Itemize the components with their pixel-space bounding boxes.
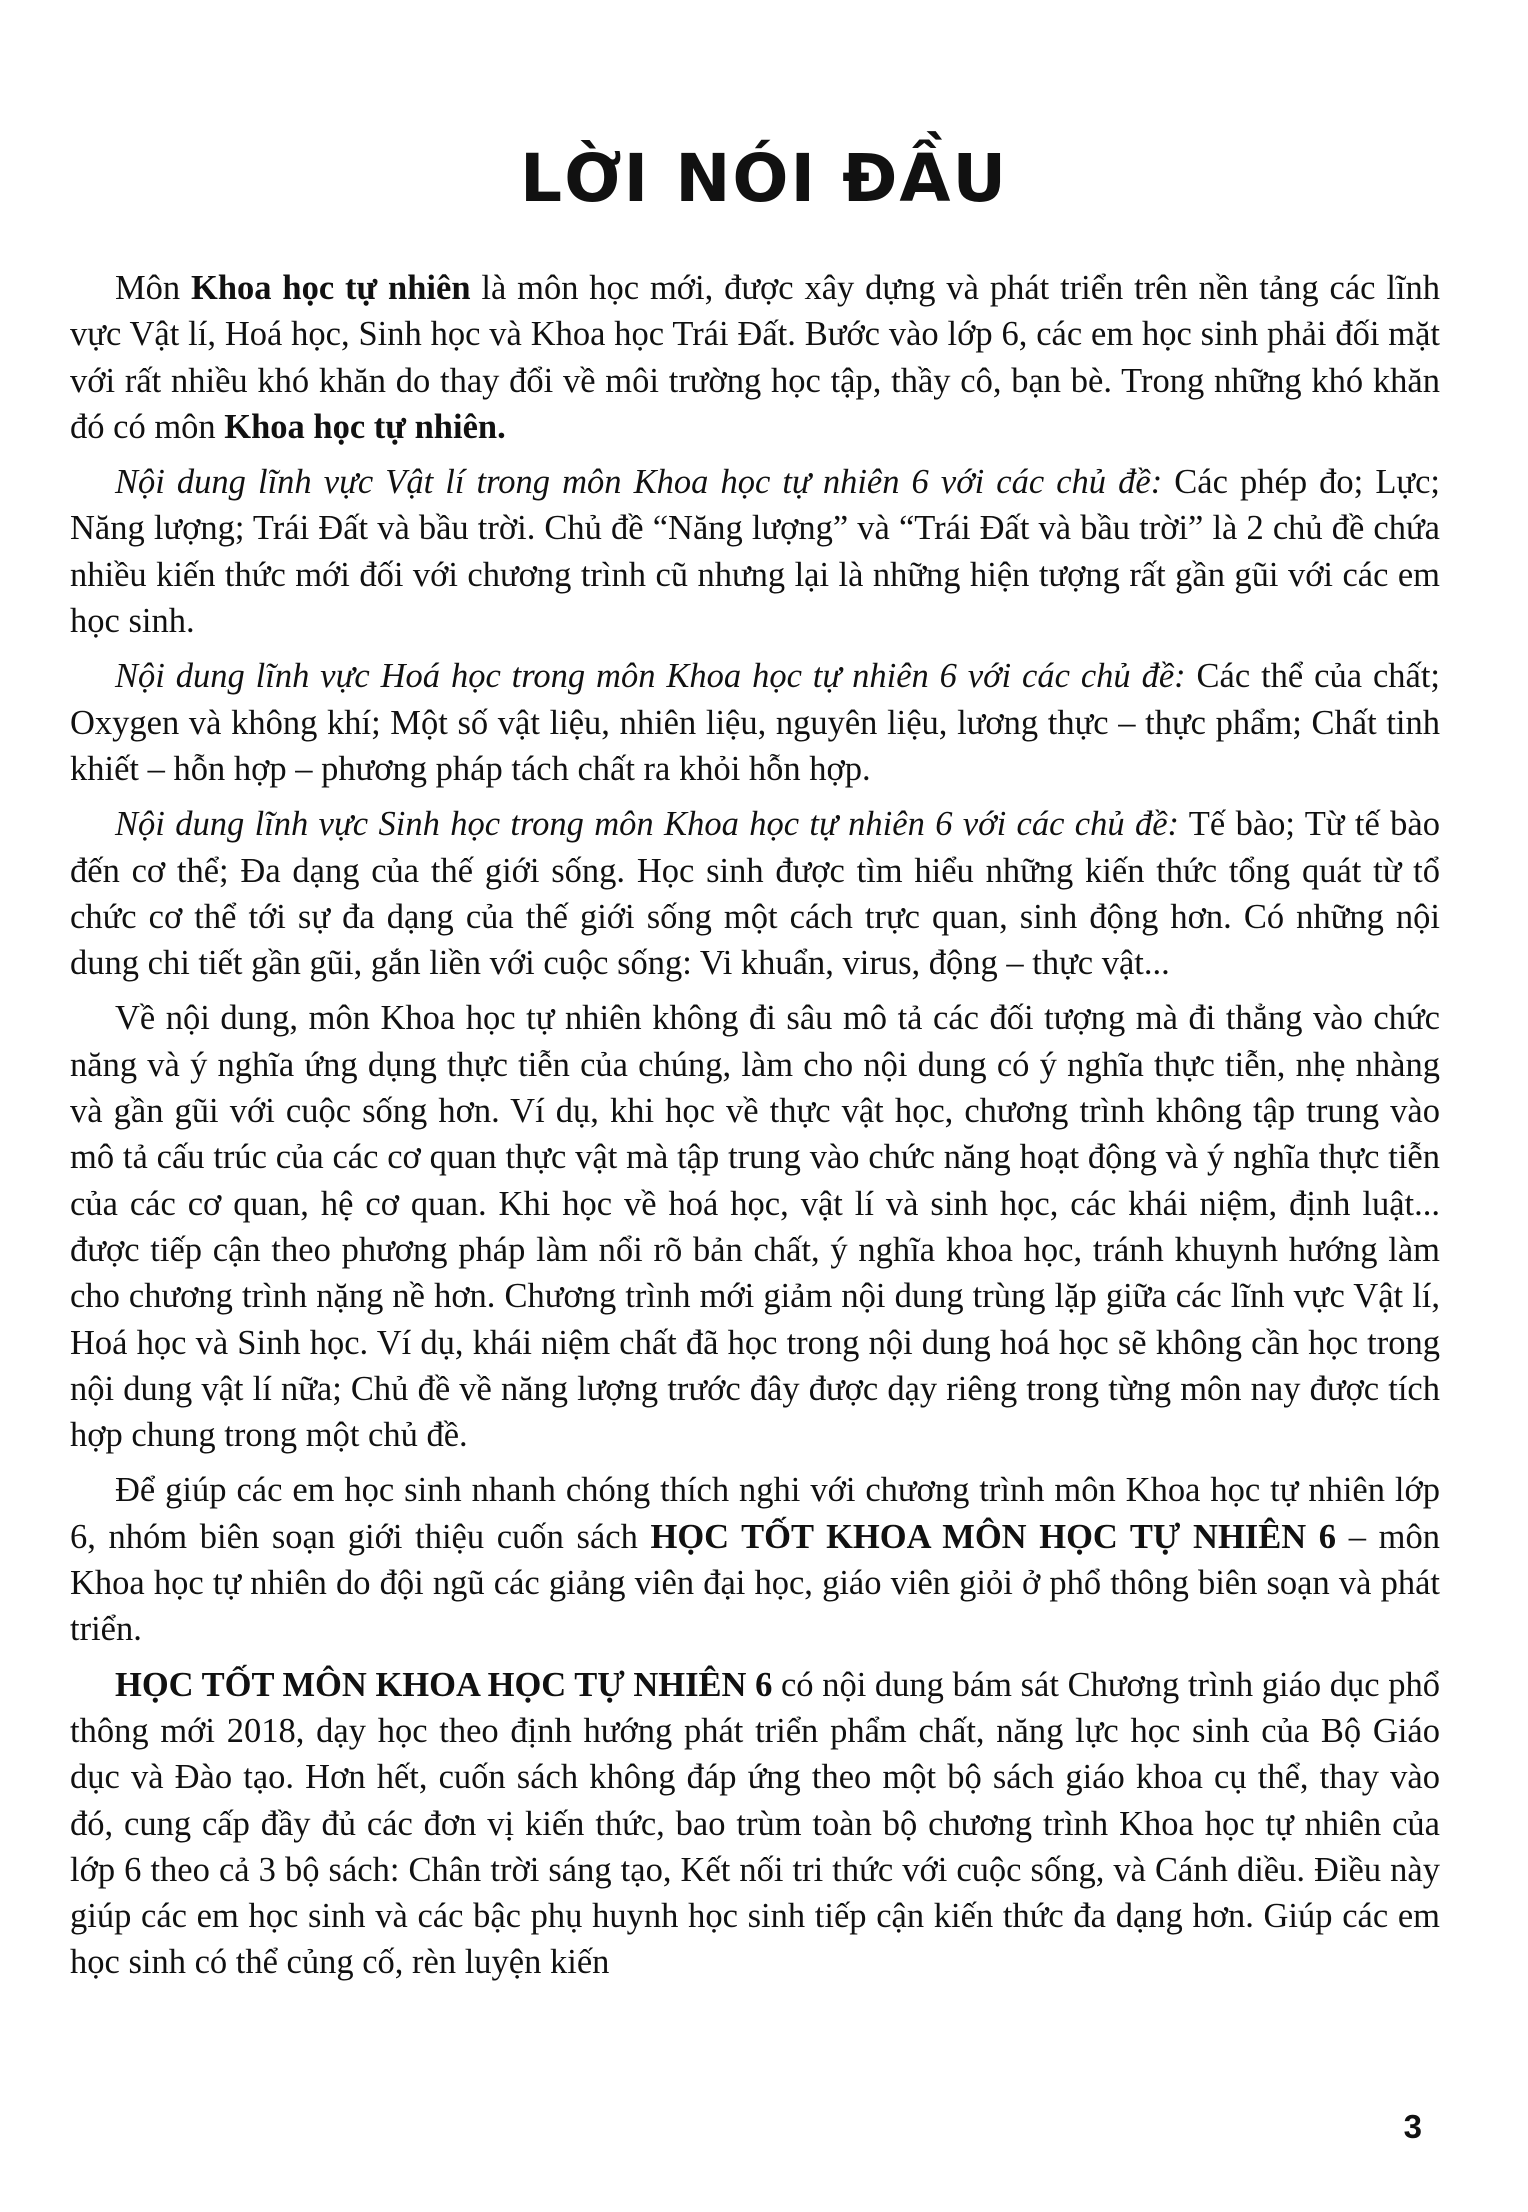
- p2-text: Các phép đo; Lực; Năng lượng; Trái Đất và bầu trời. Chủ đề “Năng lượng” và “Trái Đất và bầu trời” là 2 chủ đề chứa nhiều kiến thức mới đối với chương trình cũ nhưng lại là những hiện tượng rất gần gũi với các em học sinh.: [70, 463, 1440, 641]
- paragraph-7: [70, 1662, 1440, 1986]
- p1-text-2: là môn học mới, được xây dựng và phát triển trên nền tảng các lĩnh vực Vật lí, Hoá học, Sinh học và Khoa học Trái Đất. Bước vào lớp 6, các em học sinh phải đối mặt với rất nhiều khó khăn do thay đổi về môi trường học tập, thầy cô, bạn bè. Trong những khó khăn đó có môn: [70, 269, 1440, 446]
- p5-text: Về nội dung, môn Khoa học tự nhiên không đi sâu mô tả các đối tượng mà đi thẳng vào chức năng và ý nghĩa ứng dụng thực tiễn của chúng, làm cho nội dung có ý nghĩa thực tiễn, nhẹ nhàng và gần gũi với cuộc sống hơn. Ví dụ, khi học về thực vật học, chương trình không tập trung vào mô tả cấu trúc của các cơ quan thực vật mà tập trung vào chức năng hoạt động và ý nghĩa thực tiễn của các cơ quan, hệ cơ quan. Khi học về hoá học, vật lí và sinh học, các khái niệm, định luật... được tiếp cận theo phương pháp làm nổi rõ bản chất, ý nghĩa khoa học, tránh khuynh hướng làm cho chương trình nặng nề hơn. Chương trình mới giảm nội dung trùng lặp giữa các lĩnh vực Vật lí, Hoá học và Sinh học. Ví dụ, khái niệm chất đã học trong nội dung hoá học sẽ không cần học trong nội dung vật lí nữa; Chủ đề về năng lượng trước đây được dạy riêng trong từng môn nay được tích hợp chung trong một chủ đề.: [70, 999, 1440, 1455]
- p1-text-1: Môn: [115, 269, 192, 307]
- p6-bold-book-title: HỌC TỐT KHOA MÔN HỌC TỰ NHIÊN 6: [650, 1517, 1337, 1556]
- foreword-body: [70, 265, 1440, 1995]
- p7-bold-book-title: HỌC TỐT MÔN KHOA HỌC TỰ NHIÊN 6: [115, 1665, 773, 1704]
- p1-bold-1: Khoa học tự nhiên: [191, 269, 471, 307]
- p1-bold-2: Khoa học tự nhiên.: [224, 407, 506, 446]
- paragraph-3: [70, 653, 1440, 792]
- page-title: LỜI NÓI ĐẦU: [519, 140, 1009, 217]
- paragraph-6: [70, 1467, 1440, 1652]
- paragraph-4: [70, 801, 1440, 986]
- p6-text-1: Để giúp các em học sinh nhanh chóng thích nghi với chương trình môn Khoa học tự nhiên lớp 6, nhóm biên soạn giới thiệu cuốn sách: [70, 1471, 1440, 1556]
- paragraph-1: [70, 265, 1440, 450]
- p2-italic-lead: Nội dung lĩnh vực Vật lí trong môn Khoa học tự nhiên 6 với các chủ đề:: [115, 463, 1163, 502]
- p7-text: có nội dung bám sát Chương trình giáo dục phổ thông mới 2018, dạy học theo định hướng phát triển phẩm chất, năng lực học sinh của Bộ Giáo dục và Đào tạo. Hơn hết, cuốn sách không đáp ứng theo một bộ sách giáo khoa cụ thể, thay vào đó, cung cấp đầy đủ các đơn vị kiến thức, bao trùm toàn bộ chương trình Khoa học tự nhiên của lớp 6 theo cả 3 bộ sách: Chân trời sáng tạo, Kết nối tri thức với cuộc sống, và Cánh diều. Điều này giúp các em học sinh và các bậc phụ huynh học sinh tiếp cận kiến thức đa dạng hơn. Giúp các em học sinh có thể củng cố, rèn luyện kiến: [70, 1665, 1440, 1982]
- p3-text: Các thể của chất; Oxygen và không khí; Một số vật liệu, nhiên liệu, nguyên liệu, lương thực – thực phẩm; Chất tinh khiết – hỗn hợp – phương pháp tách chất ra khỏi hỗn hợp.: [70, 657, 1440, 788]
- p6-text-2: – môn Khoa học tự nhiên do đội ngũ các giảng viên đại học, giáo viên giỏi ở phổ thông biên soạn và phát triển.: [70, 1517, 1440, 1649]
- p4-italic-lead: Nội dung lĩnh vực Sinh học trong môn Khoa học tự nhiên 6 với các chủ đề:: [115, 805, 1180, 844]
- page-number: 3: [1403, 2108, 1422, 2145]
- p3-italic-lead: Nội dung lĩnh vực Hoá học trong môn Khoa học tự nhiên 6 với các chủ đề:: [115, 657, 1186, 696]
- p4-text: Tế bào; Từ tế bào đến cơ thể; Đa dạng của thế giới sống. Học sinh được tìm hiểu những kiến thức tổng quát từ tổ chức cơ thể tới sự đa dạng của thế giới sống một cách trực quan, sinh động hơn. Có những nội dung chi tiết gần gũi, gắn liền với cuộc sống: Vi khuẩn, virus, động – thực vật...: [70, 805, 1440, 983]
- paragraph-5: [70, 995, 1440, 1458]
- paragraph-2: [70, 459, 1440, 644]
